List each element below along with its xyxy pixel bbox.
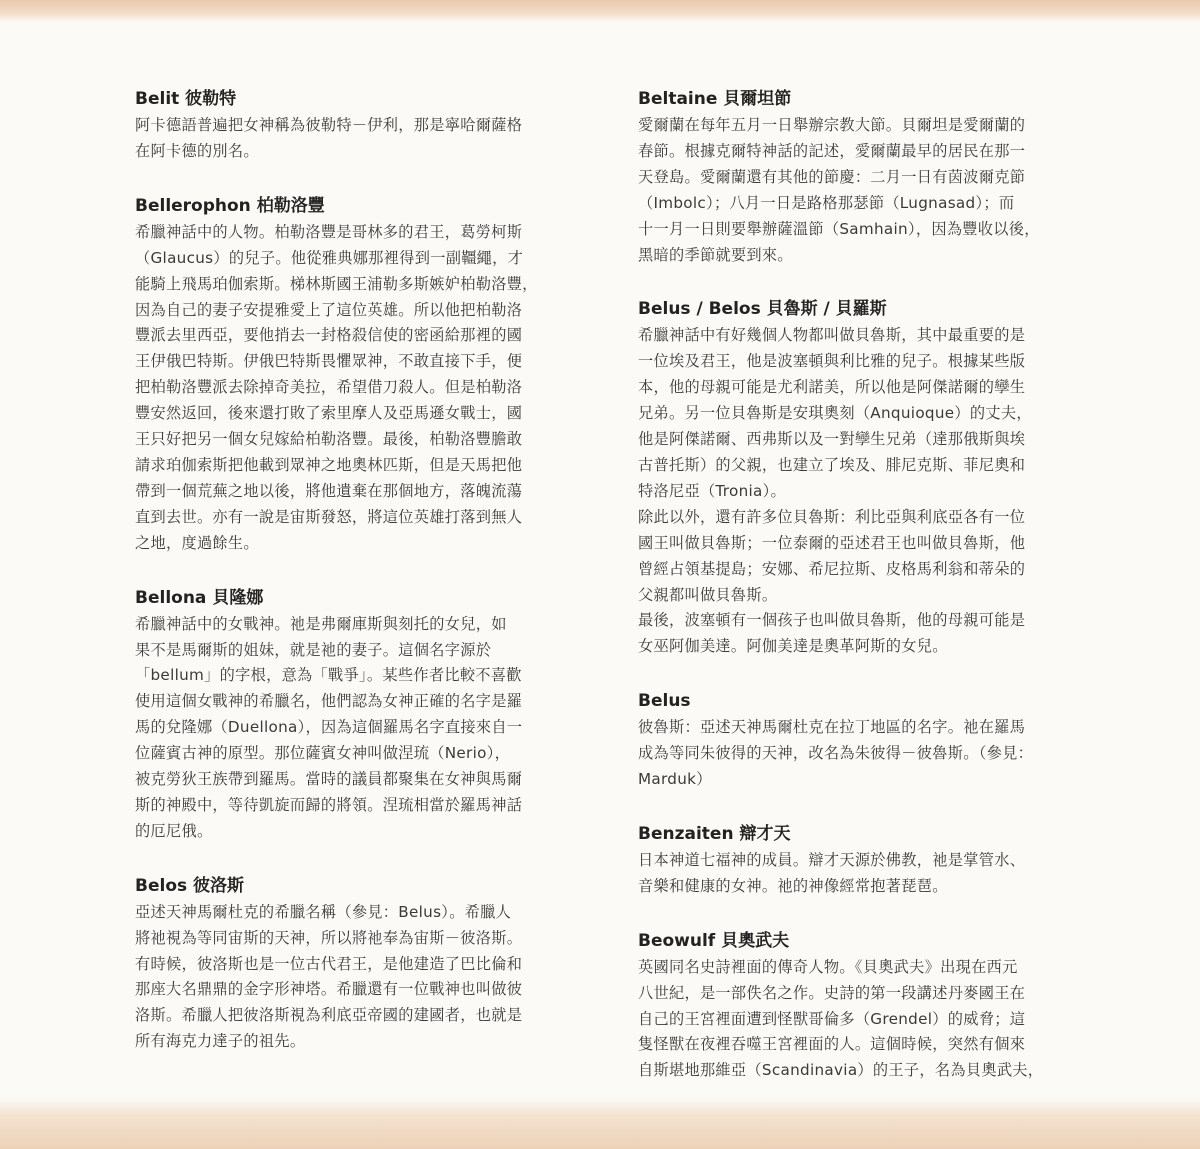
right-column	[638, 86, 1108, 1112]
entry-line: 黑暗的季節就要到來。	[638, 245, 793, 264]
entry-line: 自己的王宮裡面遭到怪獸哥倫多（Grendel）的威脅；這	[638, 1009, 1026, 1028]
entry-line: 希臘神話中的人物。柏勒洛豐是哥林多的君王，葛勞柯斯	[135, 222, 523, 241]
entry-line: 亞述天神馬爾杜克的希臘名稱（參見：Belus）。希臘人	[135, 902, 512, 921]
glossary-entry	[638, 86, 1108, 268]
entry-line: 能騎上飛馬珀伽索斯。梯林斯國王浦勒多斯嫉妒柏勒洛豐，	[135, 274, 538, 293]
entry-line: 有時候，彼洛斯也是一位古代君王，是他建造了巴比倫和	[135, 954, 523, 973]
entry-line: 斯的神殿中，等待凱旋而歸的將領。涅琉相當於羅馬神話	[135, 795, 523, 814]
entry-line: 之地，度過餘生。	[135, 533, 259, 552]
page-top-edge	[0, 0, 1200, 22]
entry-line: 直到去世。亦有一說是宙斯發怒，將這位英雄打落到無人	[135, 507, 523, 526]
entry-title: Belit 彼勒特	[135, 89, 237, 109]
entry-line: 英國同名史詩裡面的傳奇人物。《貝奧武夫》出現在西元	[638, 957, 1018, 976]
entry-line: 天登島。愛爾蘭還有其他的節慶：二月一日有茵波爾克節	[638, 167, 1026, 186]
entry-line: 曾經占領基提島；安娜、希尼拉斯、皮格馬利翁和蒂朵的	[638, 559, 1026, 578]
entry-line: 自斯堪地那維亞（Scandinavia）的王子，名為貝奧武夫，	[638, 1061, 1044, 1080]
glossary-entry	[638, 296, 1108, 660]
entry-line: 希臘神話中的女戰神。祂是弗爾庫斯與刻托的女兒，如	[135, 614, 507, 633]
entry-line: 古普托斯）的父親，也建立了埃及、腓尼克斯、菲尼奧和	[638, 455, 1026, 474]
entry-line: 愛爾蘭在每年五月一日舉辦宗教大節。貝爾坦是愛爾蘭的	[638, 116, 1026, 134]
entry-line: 音樂和健康的女神。祂的神像經常抱著琵琶。	[638, 876, 948, 895]
entry-title: Beowulf 貝奧武夫	[638, 930, 790, 951]
entry-line: 春節。根據克爾特神話的記述，愛爾蘭最早的居民在那一	[638, 141, 1026, 160]
entry-body	[638, 955, 1108, 1085]
entry-line: （Glaucus）的兒子。他從雅典娜那裡得到一副韁繩，才	[135, 248, 524, 267]
entry-line: 把柏勒洛豐派去除掉奇美拉，希望借刀殺人。但是柏勒洛	[135, 378, 523, 397]
glossary-entry	[135, 86, 605, 165]
glossary-entry	[135, 585, 605, 845]
entry-line: 彼魯斯：亞述天神馬爾杜克在拉丁地區的名字。祂在羅馬	[638, 718, 1026, 737]
entry-line: 果不是馬爾斯的姐妹，就是祂的妻子。這個名字源於	[135, 640, 492, 659]
entry-title: Belus / Belos 貝魯斯 / 貝羅斯	[638, 299, 887, 320]
entry-line: 因為自己的妻子安提雅愛上了這位英雄。所以他把柏勒洛	[135, 300, 523, 319]
entry-line: 請求珀伽索斯把他載到眾神之地奧林匹斯，但是天馬把他	[135, 455, 523, 474]
entry-body	[135, 220, 605, 557]
left-column	[135, 86, 605, 1083]
entry-line: 使用這個女戰神的希臘名，他們認為女神正確的名字是羅	[135, 692, 523, 711]
entry-line: 成為等同朱彼得的天神，改名為朱彼得－彼魯斯。（參見：	[638, 744, 1034, 763]
glossary-entry	[638, 688, 1108, 793]
entry-line: 位薩賓古神的原型。那位薩賓女神叫做涅琉（Nerio），	[135, 744, 511, 763]
entry-body	[638, 113, 1108, 268]
entry-line: 在阿卡德的別名。	[135, 141, 259, 160]
entry-line: 最後，波塞頓有一個孩子也叫做貝魯斯，他的母親可能是	[638, 611, 1026, 630]
entry-title: Bellona 貝隆娜	[135, 587, 264, 608]
entry-line: 十一月一日則要舉辦薩溫節（Samhain），因為豐收以後，	[638, 219, 1040, 238]
entry-line: 特洛尼亞（Tronia）。	[638, 481, 787, 500]
glossary-entry	[135, 193, 605, 557]
entry-body	[135, 900, 605, 1055]
glossary-entry	[638, 821, 1108, 900]
entry-line: 一位埃及君王，他是波塞頓與利比雅的兒子。根據某些版	[638, 352, 1026, 371]
glossary-entry	[135, 873, 605, 1055]
entry-line: 王只好把另一個女兒嫁給柏勒洛豐。最後，柏勒洛豐膽敢	[135, 430, 523, 449]
entry-line: 那座大名鼎鼎的金字形神塔。希臘還有一位戰神也叫做彼	[135, 980, 523, 999]
entry-body	[135, 612, 605, 845]
entry-line: 帶到一個荒蕪之地以後，將他遺棄在那個地方，落魄流蕩	[135, 481, 523, 500]
entry-title: Benzaiten 辯才天	[638, 823, 791, 844]
entry-line: 將祂視為等同宙斯的天神，所以將祂奉為宙斯－彼洛斯。	[135, 928, 523, 947]
entry-line: 八世紀，是一部佚名之作。史詩的第一段講述丹麥國王在	[638, 983, 1026, 1002]
entry-title: Belus	[638, 691, 691, 712]
entry-line: 被克勞狄王族帶到羅馬。當時的議員都聚集在女神與馬爾	[135, 770, 523, 789]
entry-line: 女巫阿伽美達。阿伽美達是奧革阿斯的女兒。	[638, 637, 948, 656]
entry-body	[135, 113, 605, 165]
entry-line: 「bellum」的字根，意為「戰爭」。某些作者比較不喜歡	[135, 666, 522, 685]
entry-line: 隻怪獸在夜裡吞噬王宮裡面的人。這個時候，突然有個來	[638, 1035, 1026, 1054]
entry-title: Belos 彼洛斯	[135, 875, 245, 896]
entry-line: 除此以外，還有許多位貝魯斯：利比亞與利底亞各有一位	[638, 507, 1026, 526]
entry-line: 希臘神話中有好幾個人物都叫做貝魯斯，其中最重要的是	[638, 326, 1026, 345]
entry-line: 馬的兌隆娜（Duellona），因為這個羅馬名字直接來自一	[135, 718, 523, 737]
entry-line: 阿卡德語普遍把女神稱為彼勒特－伊利，那是寧哈爾薩格	[135, 116, 523, 134]
entry-line: 洛斯。希臘人把彼洛斯視為利底亞帝國的建國者，也就是	[135, 1006, 523, 1025]
entry-body	[638, 323, 1108, 660]
entry-line: 王伊俄巴特斯。伊俄巴特斯畏懼眾神，不敢直接下手，便	[135, 352, 523, 371]
entry-body	[638, 715, 1108, 793]
entry-line: 父親都叫做貝魯斯。	[638, 585, 778, 604]
entry-line: 豐安然返回，後來還打敗了索里摩人及亞馬遜女戰士，國	[135, 404, 523, 423]
entry-line: 兄弟。另一位貝魯斯是安琪奧刻（Anquioque）的丈夫，	[638, 404, 1032, 423]
entry-line: （Imbolc）；八月一日是路格那瑟節（Lugnasad）；而	[638, 193, 1015, 212]
entry-line: 日本神道七福神的成員。辯才天源於佛教，祂是掌管水、	[638, 850, 1026, 869]
entry-line: 他是阿傑諾爾、西弗斯以及一對孿生兄弟（達那俄斯與埃	[638, 430, 1026, 449]
entry-line: 的厄尼俄。	[135, 821, 213, 840]
entry-title: Bellerophon 柏勒洛豐	[135, 195, 325, 216]
page-bottom-edge	[0, 1098, 1200, 1149]
entry-line: 國王叫做貝魯斯；一位泰爾的亞述君王也叫做貝魯斯，他	[638, 533, 1026, 552]
glossary-entry	[638, 928, 1108, 1085]
entry-body	[638, 848, 1108, 900]
entry-line: 豐派去里西亞，要他捎去一封格殺信使的密函給那裡的國	[135, 326, 523, 345]
entry-line: 所有海克力達子的祖先。	[135, 1032, 306, 1051]
entry-line: Marduk）	[638, 770, 712, 789]
entry-line: 本，他的母親可能是尤利諾美，所以他是阿傑諾爾的孿生	[638, 378, 1026, 397]
entry-title: Beltaine 貝爾坦節	[638, 89, 792, 109]
